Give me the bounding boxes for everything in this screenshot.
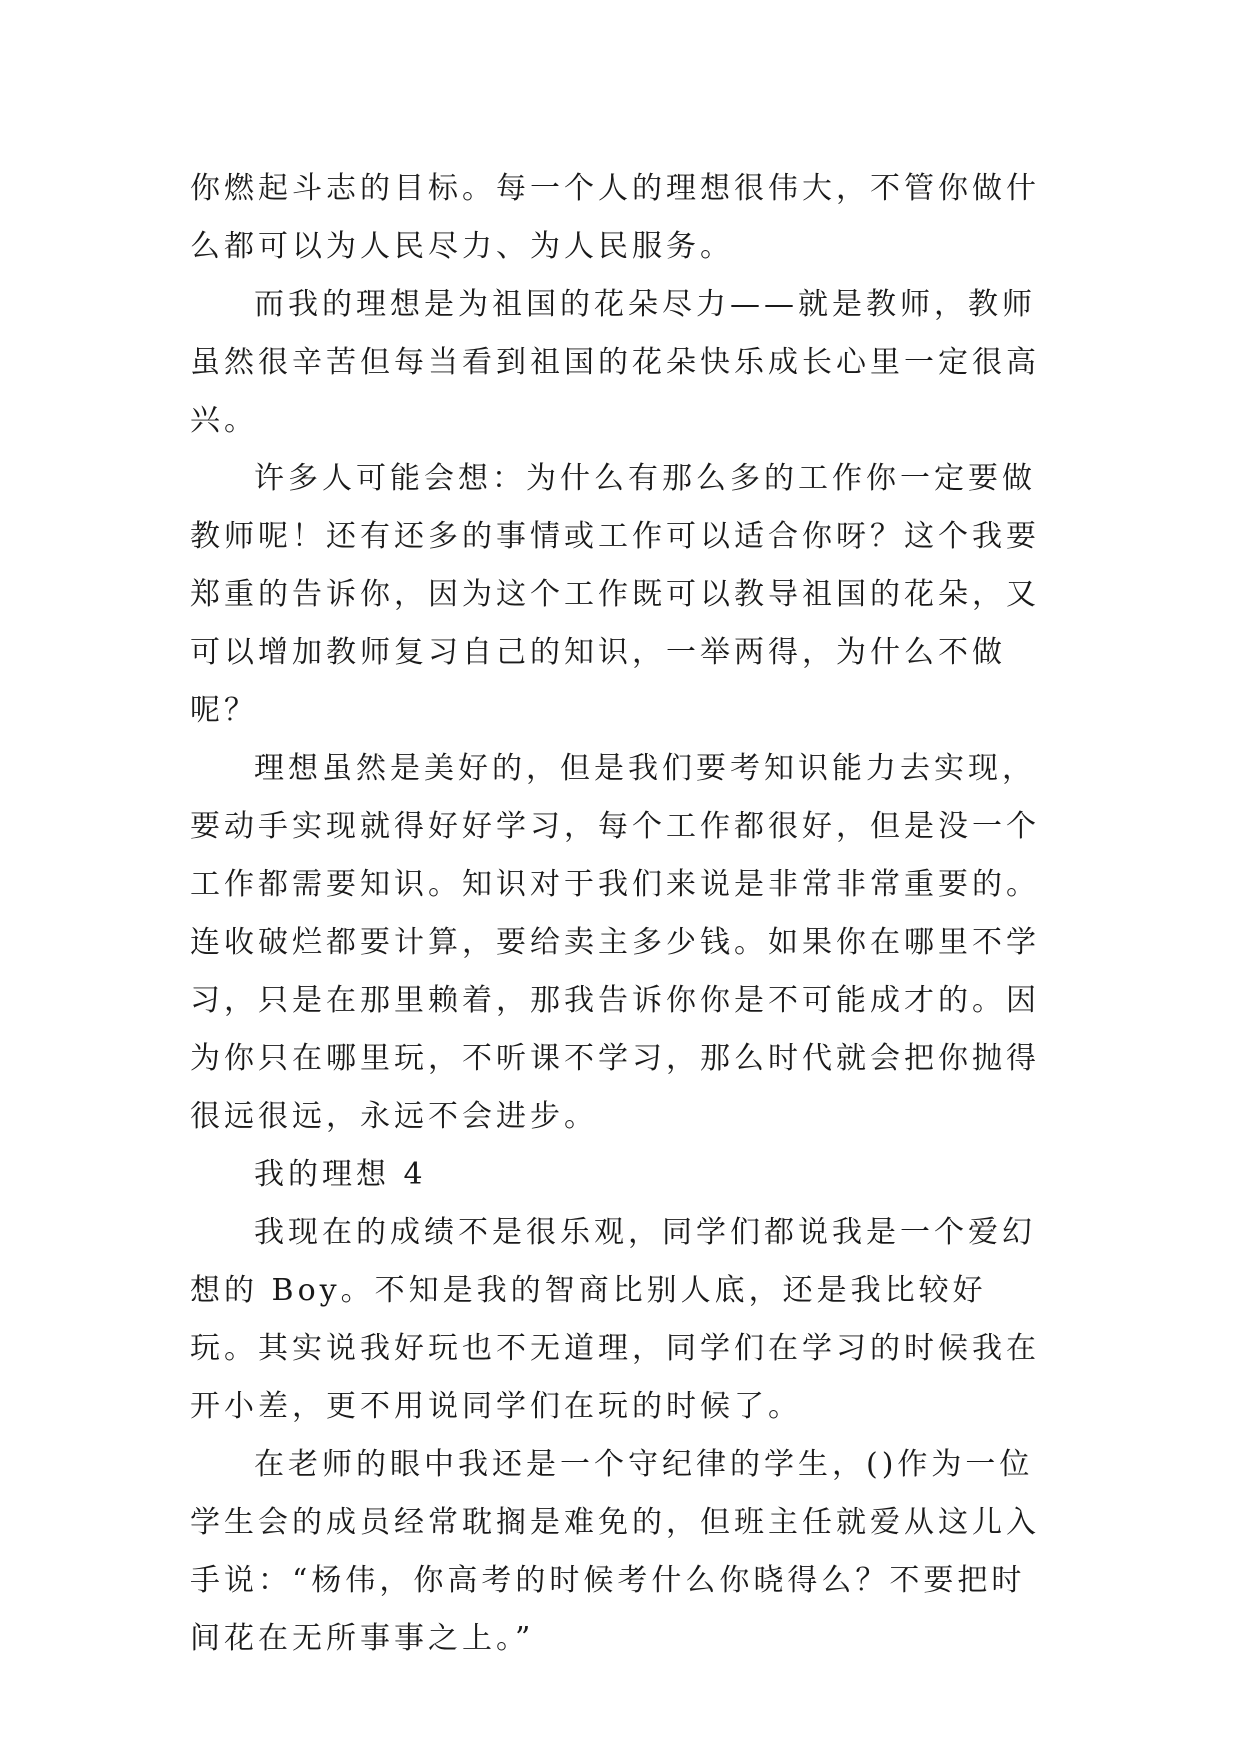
paragraph-teacher-ideal: 而我的理想是为祖国的花朵尽力——就是教师，教师虽然很辛苦但每当看到祖国的花朵快乐成长心里一定很高兴。 bbox=[190, 287, 1040, 438]
document-body bbox=[190, 160, 1050, 1668]
section-heading: 我的理想 4 bbox=[254, 1157, 427, 1192]
paragraph-teacher-view: 在老师的眼中我还是一个守纪律的学生，()作为一位学生会的成员经常耽搁是难免的，但班主任就爱从这儿入手说：“杨伟，你高考的时候考什么你晓得么？不要把时间花在无所事事之上。” bbox=[190, 1447, 1040, 1656]
paragraph-knowledge: 理想虽然是美好的，但是我们要考知识能力去实现，要动手实现就得好好学习，每个工作都很好，但是没一个工作都需要知识。知识对于我们来说是非常非常重要的。连收破烂都要计算，要给卖主多少钱。如果你在哪里不学习，只是在那里赖着，那我告诉你你是不可能成才的。因为你只在哪里玩，不听课不学习，那么时代就会把你抛得很远很远，永远不会进步。 bbox=[190, 751, 1040, 1134]
paragraph-grades: 我现在的成绩不是很乐观，同学们都说我是一个爱幻想的 Boy。不知是我的智商比别人底，还是我比较好玩。其实说我好玩也不无道理，同学们在学习的时候我在开小差，更不用说同学们在玩的时候了。 bbox=[190, 1215, 1040, 1424]
paragraph-why-teacher: 许多人可能会想：为什么有那么多的工作你一定要做教师呢！还有还多的事情或工作可以适合你呀？这个我要郑重的告诉你，因为这个工作既可以教导祖国的花朵，又可以增加教师复习自己的知识，一举两得，为什么不做呢？ bbox=[190, 461, 1040, 728]
paragraph-continuation: 你燃起斗志的目标。每一个人的理想很伟大，不管你做什么都可以为人民尽力、为人民服务。 bbox=[190, 171, 1040, 264]
